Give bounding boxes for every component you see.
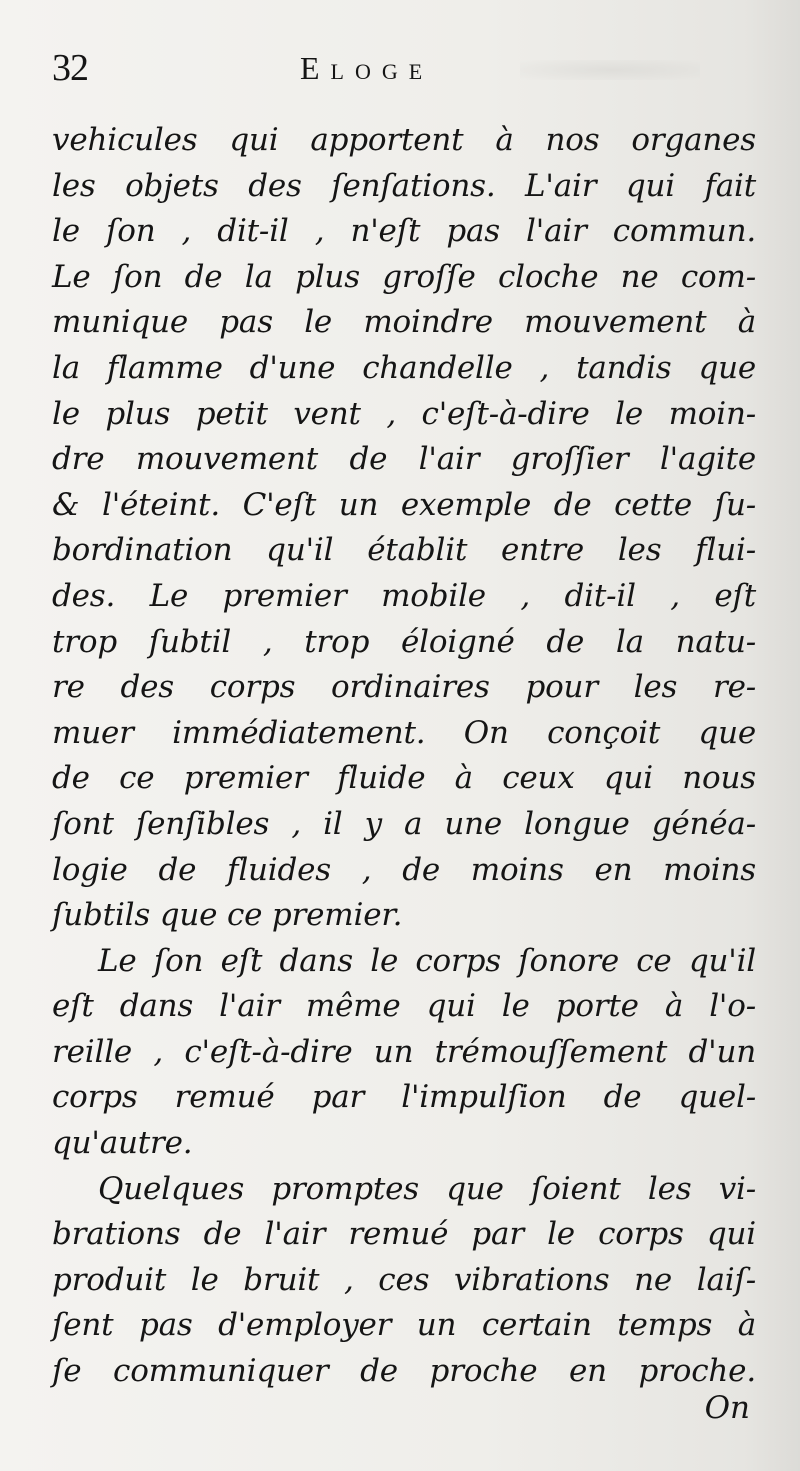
body-text	[52, 118, 756, 1395]
text-line-indented: Le ſon eſt dans le corps ſonore ce qu'il	[98, 942, 756, 979]
text-line: dre mouvement de l'air groſſier l'agite	[52, 441, 756, 478]
text-line: brations de l'air remué par le corps qui	[52, 1216, 756, 1253]
running-title: Eloge	[300, 50, 434, 86]
text-line: reille , c'eſt-à-dire un trémouſſement d'un	[52, 1033, 756, 1070]
text-line: munique pas le moindre mouvement à	[52, 304, 756, 341]
text-line: les objets des ſenſations. L'air qui fait	[52, 167, 756, 204]
text-line: ſe communiquer de proche en proche.	[52, 1353, 756, 1390]
text-line: & l'éteint. C'eſt un exemple de cette ſu-	[52, 486, 756, 523]
text-line: le ſon , dit-il , n'eſt pas l'air commun.	[52, 213, 756, 250]
page-number: 32	[52, 47, 88, 89]
text-line: Le ſon de la plus groſſe cloche ne com-	[52, 258, 756, 295]
catchword: On	[704, 1390, 750, 1426]
text-line: muer immédiatement. On conçoit que	[52, 714, 756, 751]
text-line: re des corps ordinaires pour les re-	[52, 669, 756, 706]
text-line: ſont ſenſibles , il y a une longue généa-	[52, 805, 756, 842]
text-line: logie de fluides , de moins en moins	[52, 851, 756, 888]
text-line: bordination qu'il établit entre les flui-	[52, 532, 756, 569]
text-line: produit le bruit , ces vibrations ne laiſ-	[52, 1261, 756, 1298]
text-line-last: ſubtils que ce premier.	[52, 897, 403, 934]
text-line-indented: Quelques promptes que ſoient les vi-	[98, 1170, 756, 1207]
text-line: trop ſubtil , trop éloigné de la natu-	[52, 623, 756, 660]
text-line: de ce premier fluide à ceux qui nous	[52, 760, 756, 797]
show-through-shadow	[520, 60, 700, 80]
text-line: ſent pas d'employer un certain temps à	[52, 1307, 756, 1344]
text-line-last: qu'autre.	[52, 1125, 193, 1162]
text-line: corps remué par l'impulſion de quel-	[52, 1079, 756, 1116]
text-line: des. Le premier mobile , dit-il , eſt	[52, 577, 756, 614]
text-line: la flamme d'une chandelle , tandis que	[52, 349, 756, 386]
text-line: le plus petit vent , c'eſt-à-dire le moin-	[52, 395, 756, 432]
text-line: vehicules qui apportent à nos organes	[52, 122, 756, 158]
text-line: eſt dans l'air même qui le porte à l'o-	[52, 988, 756, 1025]
